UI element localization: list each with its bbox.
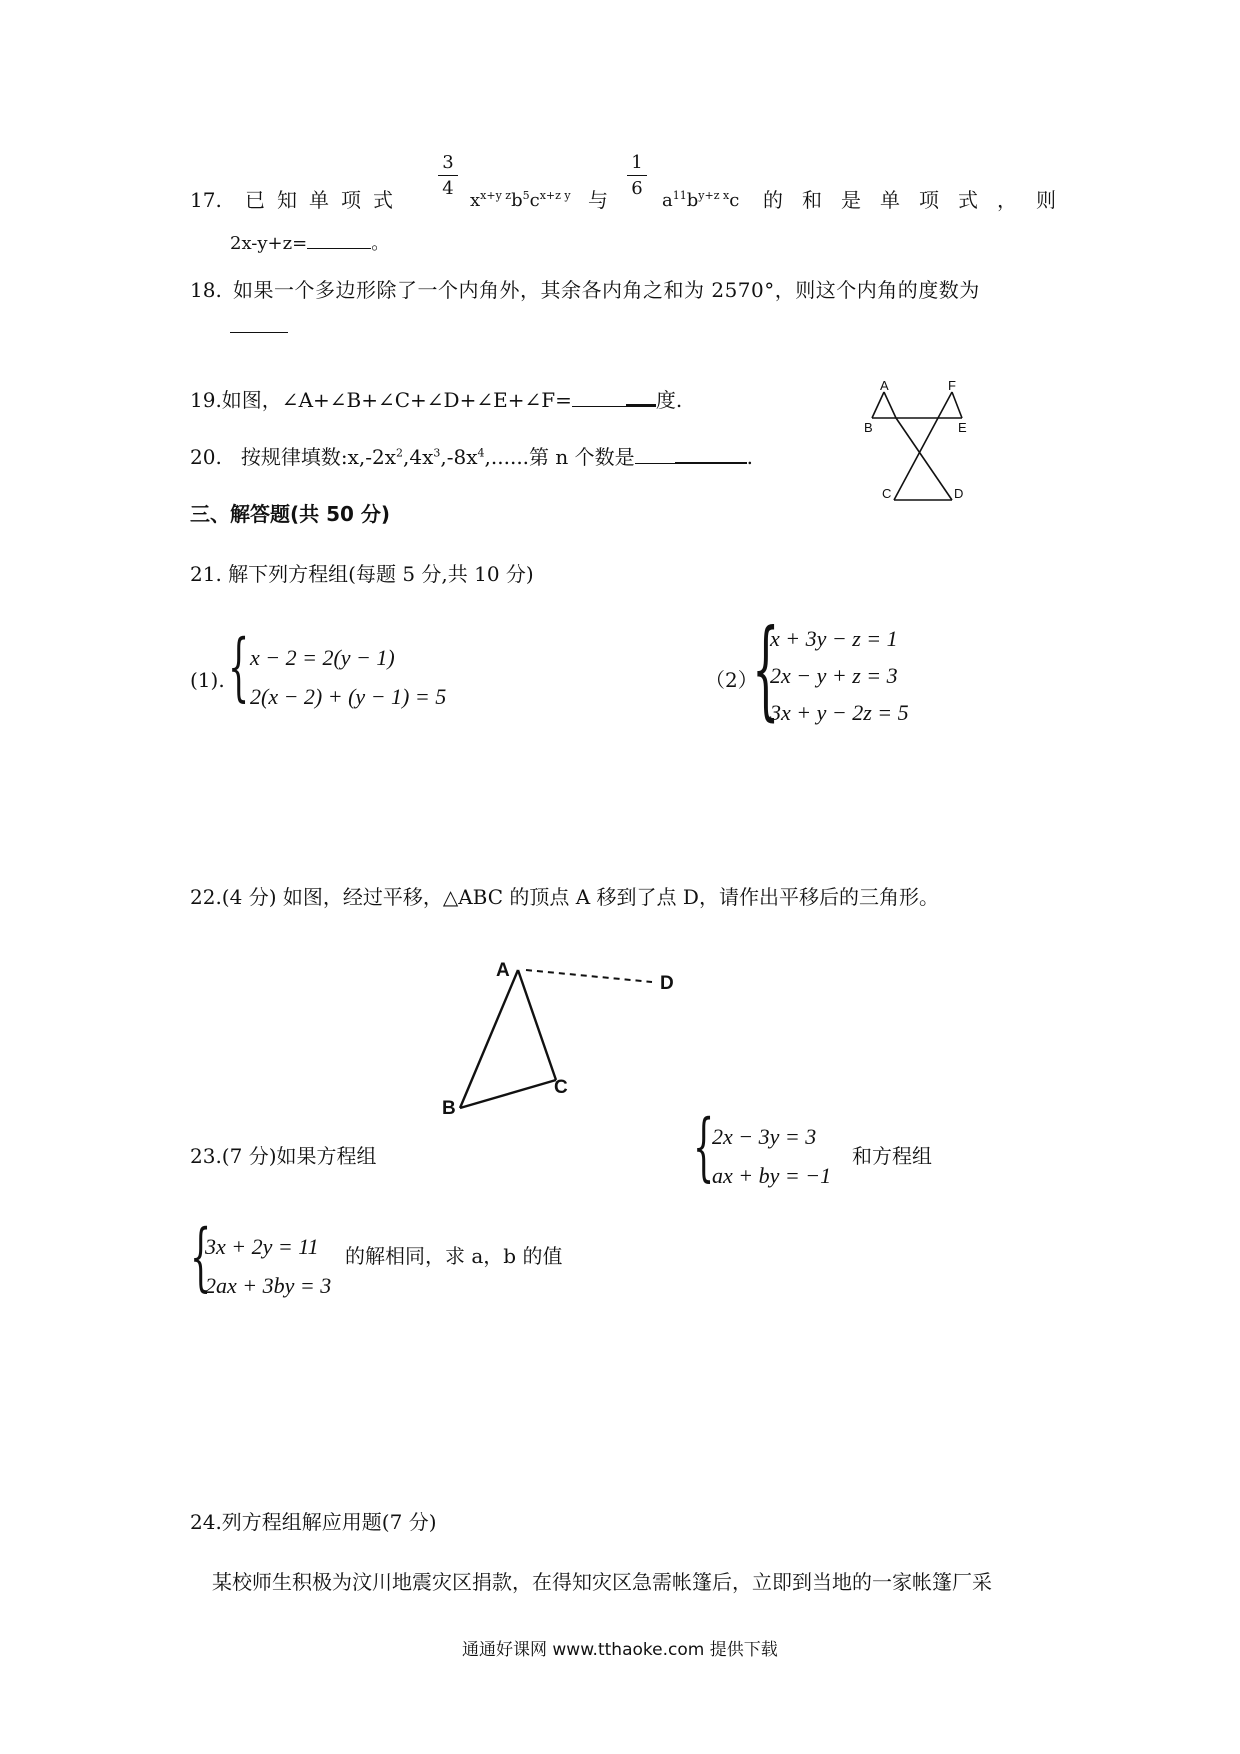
q17-fraction-1-denominator: 4	[442, 178, 454, 199]
q23-system2-brace: {	[190, 1214, 212, 1300]
q20-text: 20. 按规律填数$:x,-2x^2,4x^3,-8x^4$,......第 n 个数是 .	[190, 445, 753, 469]
fig19-label-d: D	[954, 486, 964, 501]
q24-title: 24.列方程组解应用题(7 分)	[190, 1510, 437, 1534]
section-title: 三、解答题(共 50 分)	[190, 502, 391, 526]
q17-text-with: 与	[588, 188, 608, 212]
fig19-label-a: A	[880, 378, 889, 393]
q17-monomial-2: $a^{11}b^{y+z x}c$	[662, 189, 740, 211]
q17-text-conclusion: 的和是单项式，则	[763, 188, 1075, 212]
fig19-label-f: F	[948, 378, 956, 393]
q21-part2-eq3: 3x + y − 2z = 5	[770, 700, 909, 725]
fig19-label-c: C	[882, 486, 892, 501]
q22-label-b: B	[442, 1098, 456, 1118]
q17-line-2: 2x-y+z= 。	[230, 230, 389, 255]
q22-label-c: C	[554, 1077, 568, 1098]
fig19-label-b: B	[864, 420, 873, 435]
q18-number: 18.	[190, 278, 222, 302]
q19-text: 19.如图，∠A+∠B+∠C+∠D+∠E+∠F= 度.	[190, 388, 683, 412]
fig19-label-e: E	[958, 420, 967, 435]
q23-text-intro: 23.(7 分)如果方程组	[190, 1144, 377, 1168]
q21-part2-brace: {	[752, 607, 780, 732]
q23-system1-eq1: 2x − 3y = 3	[712, 1124, 817, 1149]
q21-part1-eq1: x − 2 = 2(y − 1)	[250, 645, 395, 670]
q24-body: 某校师生积极为汶川地震灾区捐款，在得知灾区急需帐篷后，立即到当地的一家帐篷厂采	[212, 1570, 992, 1594]
q21-part1-label: (1).	[190, 668, 225, 692]
q21-part2-eq1: x + 3y − z = 1	[770, 626, 898, 651]
q22-label-d: D	[660, 973, 674, 994]
q18-text: 如果一个多边形除了一个内角外，其余各内角之和为 2570°，则这个内角的度数为	[233, 278, 980, 302]
q23-system1-eq2: ax + by = −1	[712, 1163, 832, 1188]
q23-system2-eq1: 3x + 2y = 11	[205, 1234, 319, 1259]
q21-part2-eq2: 2x − y + z = 3	[770, 663, 898, 688]
q18-answer-blank[interactable]	[230, 332, 288, 333]
q17-fraction-2-denominator: 6	[631, 178, 643, 199]
q21-part2-label: （2）	[705, 668, 758, 692]
q19-figure	[860, 378, 970, 506]
q21-part1-eq2: 2(x − 2) + (y − 1) = 5	[250, 684, 447, 709]
q17-monomial-1: $x^{x+y z}b^5c^{x+z y}$	[470, 189, 571, 211]
q17-number: 17.	[190, 188, 222, 212]
q23-text-end: 的解相同，求 a，b 的值	[345, 1244, 563, 1268]
q23-text-middle: 和方程组	[852, 1144, 932, 1168]
q22-label-a: A	[496, 960, 510, 981]
q23-system2-eq2: 2ax + 3by = 3	[205, 1273, 332, 1298]
q17-fraction-1	[438, 152, 458, 199]
q17-fraction-1-numerator: 3	[442, 152, 454, 173]
q21-title: 21. 解下列方程组(每题 5 分,共 10 分)	[190, 562, 534, 586]
q22-figure	[430, 948, 690, 1118]
q22-text: 22.(4 分) 如图，经过平移，△ABC 的顶点 A 移到了点 D，请作出平移后的三角形。	[190, 885, 939, 909]
q17-text-intro: 已知单项式	[245, 188, 405, 212]
q21-part1-brace: {	[228, 624, 250, 710]
q23-system1-brace: {	[693, 1104, 715, 1190]
q17-fraction-2	[627, 152, 647, 199]
page-footer: 通通好课网 www.tthaoke.com 提供下载	[462, 1640, 778, 1660]
q17-fraction-2-numerator: 1	[631, 152, 643, 173]
